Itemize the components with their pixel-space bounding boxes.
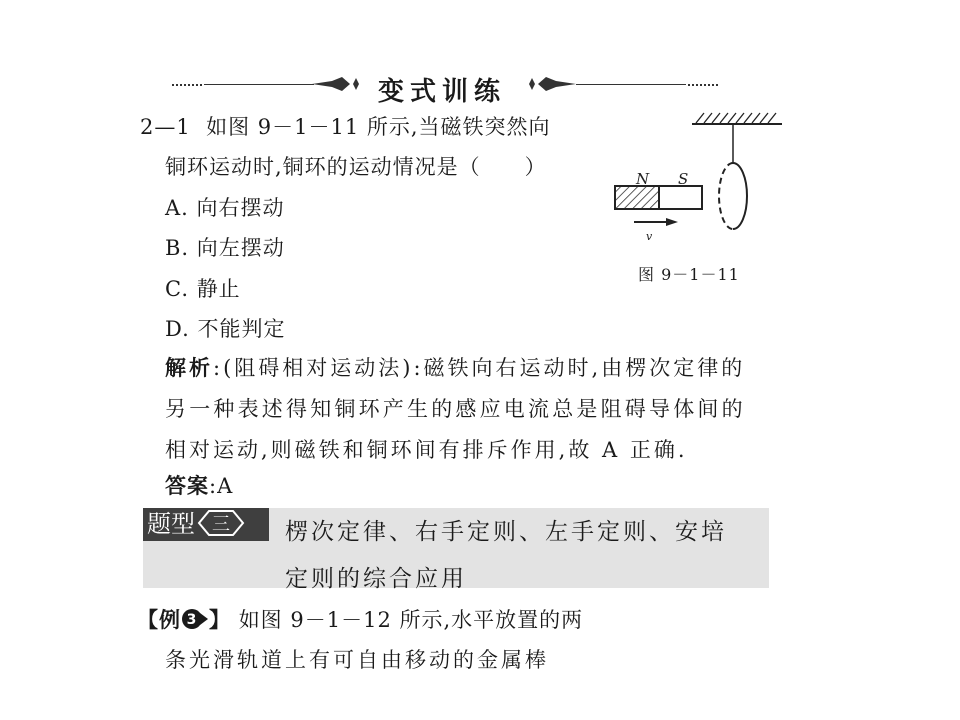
header-left-diamond-icon xyxy=(312,76,362,94)
figure-caption: 图 9－1－11 xyxy=(638,265,740,284)
analysis-line-2: 另一种表述得知铜环产生的感应电流总是阻碍导体间的 xyxy=(165,397,746,421)
answer-label: 答案 xyxy=(165,474,209,498)
magnet-north-pole xyxy=(615,186,659,209)
problem-number: 2—1 xyxy=(140,115,191,139)
header-right-dots xyxy=(688,84,718,86)
analysis-line-3: 相对运动,则磁铁和铜环间有排斥作用,故 A 正确. xyxy=(165,438,688,462)
header-right-diamond-icon xyxy=(526,76,576,94)
svg-text:S: S xyxy=(678,170,689,188)
example-tag: 【例 3 】 xyxy=(137,608,231,632)
option-b: B. 向左摆动 xyxy=(165,236,285,260)
problem-line-2: 铜环运动时,铜环的运动情况是（ ） xyxy=(165,155,547,179)
magnet-ring-figure xyxy=(600,105,800,245)
option-c: C. 静止 xyxy=(165,277,241,301)
topic-title-line-2: 定则的综合应用 xyxy=(285,566,467,592)
svg-text:N: N xyxy=(636,170,650,188)
svg-text:3: 3 xyxy=(186,612,198,628)
section-title: 变式训练 xyxy=(378,77,507,107)
answer xyxy=(165,476,233,497)
header-left-dots xyxy=(172,84,202,86)
svg-text:v: v xyxy=(646,230,653,243)
topic-title-line-1: 楞次定律、右手定则、左手定则、安培 xyxy=(285,519,727,545)
magnet-south-pole xyxy=(659,186,702,209)
example-line-2: 条光滑轨道上有可自由移动的金属棒 xyxy=(165,648,549,672)
option-a: A. 向右摆动 xyxy=(165,196,285,220)
analysis-label: 解析 xyxy=(165,356,213,380)
answer-value: :A xyxy=(209,474,234,498)
example-line-1: 【例 3 】 如图 9－1－12 所示,水平放置的两 xyxy=(137,608,584,632)
topic-tag: 题型 三 xyxy=(143,508,269,541)
option-d: D. 不能判定 xyxy=(165,317,286,341)
problem-line-1: 2—1 如图 9－1－11 所示,当磁铁突然向 xyxy=(140,115,551,139)
analysis-line-1: 解析:(阻碍相对运动法):磁铁向右运动时,由楞次定律的 xyxy=(165,356,746,380)
topic-number-badge xyxy=(197,509,245,537)
header-right-line xyxy=(576,84,686,85)
svg-text:三: 三 xyxy=(212,514,230,535)
example-number-badge xyxy=(181,608,209,630)
header-left-line xyxy=(204,84,314,85)
